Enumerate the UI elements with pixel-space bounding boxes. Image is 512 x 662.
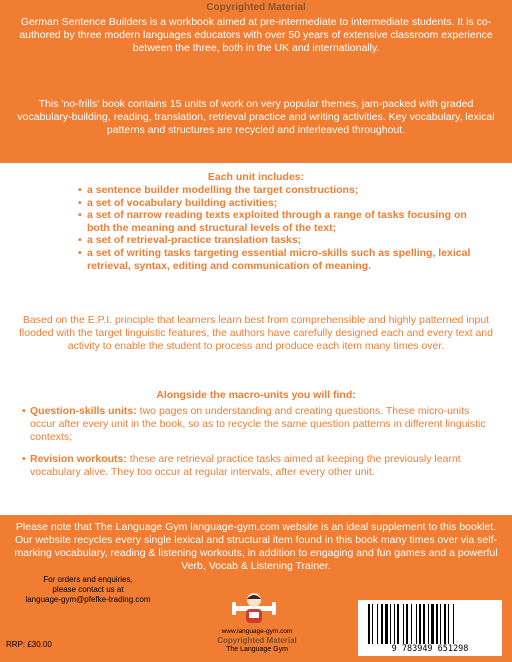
units-heading: Each unit includes: (207, 171, 305, 183)
top-panel (0, 0, 512, 163)
list-item: • Revision workouts: these are retrieval practice tasks aimed at keeping the previously learnt vocabulary alive. They too occur at regular intervals, after every other unit. (22, 453, 461, 478)
list-item: • a set of retrieval-practice translation tasks; (78, 234, 302, 247)
barcode-bars (366, 604, 494, 644)
list-item: • a sentence builder modelling the target constructions; (78, 184, 359, 196)
list-item: • a set of narrow reading texts exploited through a range of tasks focusing on both the meaning and structural levels of the text; (78, 209, 467, 234)
orders-contact (18, 575, 158, 605)
macro-list (22, 405, 492, 488)
list-item: • a set of writing tasks targeting essential micro-skills such as spelling, lexical retrieval, syntax, editing and communication of meaning. (78, 246, 471, 272)
website-url: www.language-gym.com (221, 628, 293, 635)
brand-name: The Language Gym (226, 646, 288, 653)
isbn-number: 9 783949 651298 (391, 644, 469, 654)
copyright-notice: Copyrighted Material (206, 2, 306, 13)
macro-heading: Alongside the macro-units you will find: (156, 389, 356, 401)
website-note: Please note that The Language Gym language-gym.com website is an ideal supplement to this booklet. Our website recycles every single lexical and structural item found in this book many times over via self-marking vocabulary, reading & listening workouts, in addition to engaging and fun games and a powerful Verb, Vocab & Listening Trainer. (14, 521, 498, 572)
intro-paragraph: German Sentence Builders is a workbook aimed at pre-intermediate to intermediate students. It is co-authored by three modern languages educators with over 50 years of extensive classroom experience between the three, both in the UK and internationally. (19, 16, 493, 54)
orders-line: please contact us at (52, 585, 124, 594)
epi-paragraph: Based on the E.P.I. principle that learners learn best from comprehensible and highly patterned input flooded with the target linguistic features, the authors have carefully designed each and every text and activity to enable the student to process and produce each item many times over. (19, 314, 493, 352)
language-gym-logo (232, 592, 276, 626)
list-item: • Question-skills units: two pages on understanding and creating questions. These micro-units occur after every unit in the book, so as to recycle the same question patterns in different linguistic contexts; (22, 405, 486, 443)
price: RRP: £30.00 (6, 640, 52, 649)
list-item: • a set of vocabulary building activities; (78, 196, 278, 209)
copyright-notice-bottom: Copyrighted Material (217, 636, 297, 645)
unit-features-list (78, 184, 490, 272)
contents-paragraph: This 'no-frills' book contains 15 units of work on very popular themes, jam-packed with graded vocabulary-building, reading, translation, retrieval practice and writing activities. Key vocabulary, lexical patterns and structures are recycled and interleaved throughout. (17, 98, 495, 136)
orders-line: For orders and enquiries, (43, 575, 133, 584)
barcode (358, 600, 502, 656)
orders-email: language-gym@pfefke-trading.com (25, 595, 151, 604)
